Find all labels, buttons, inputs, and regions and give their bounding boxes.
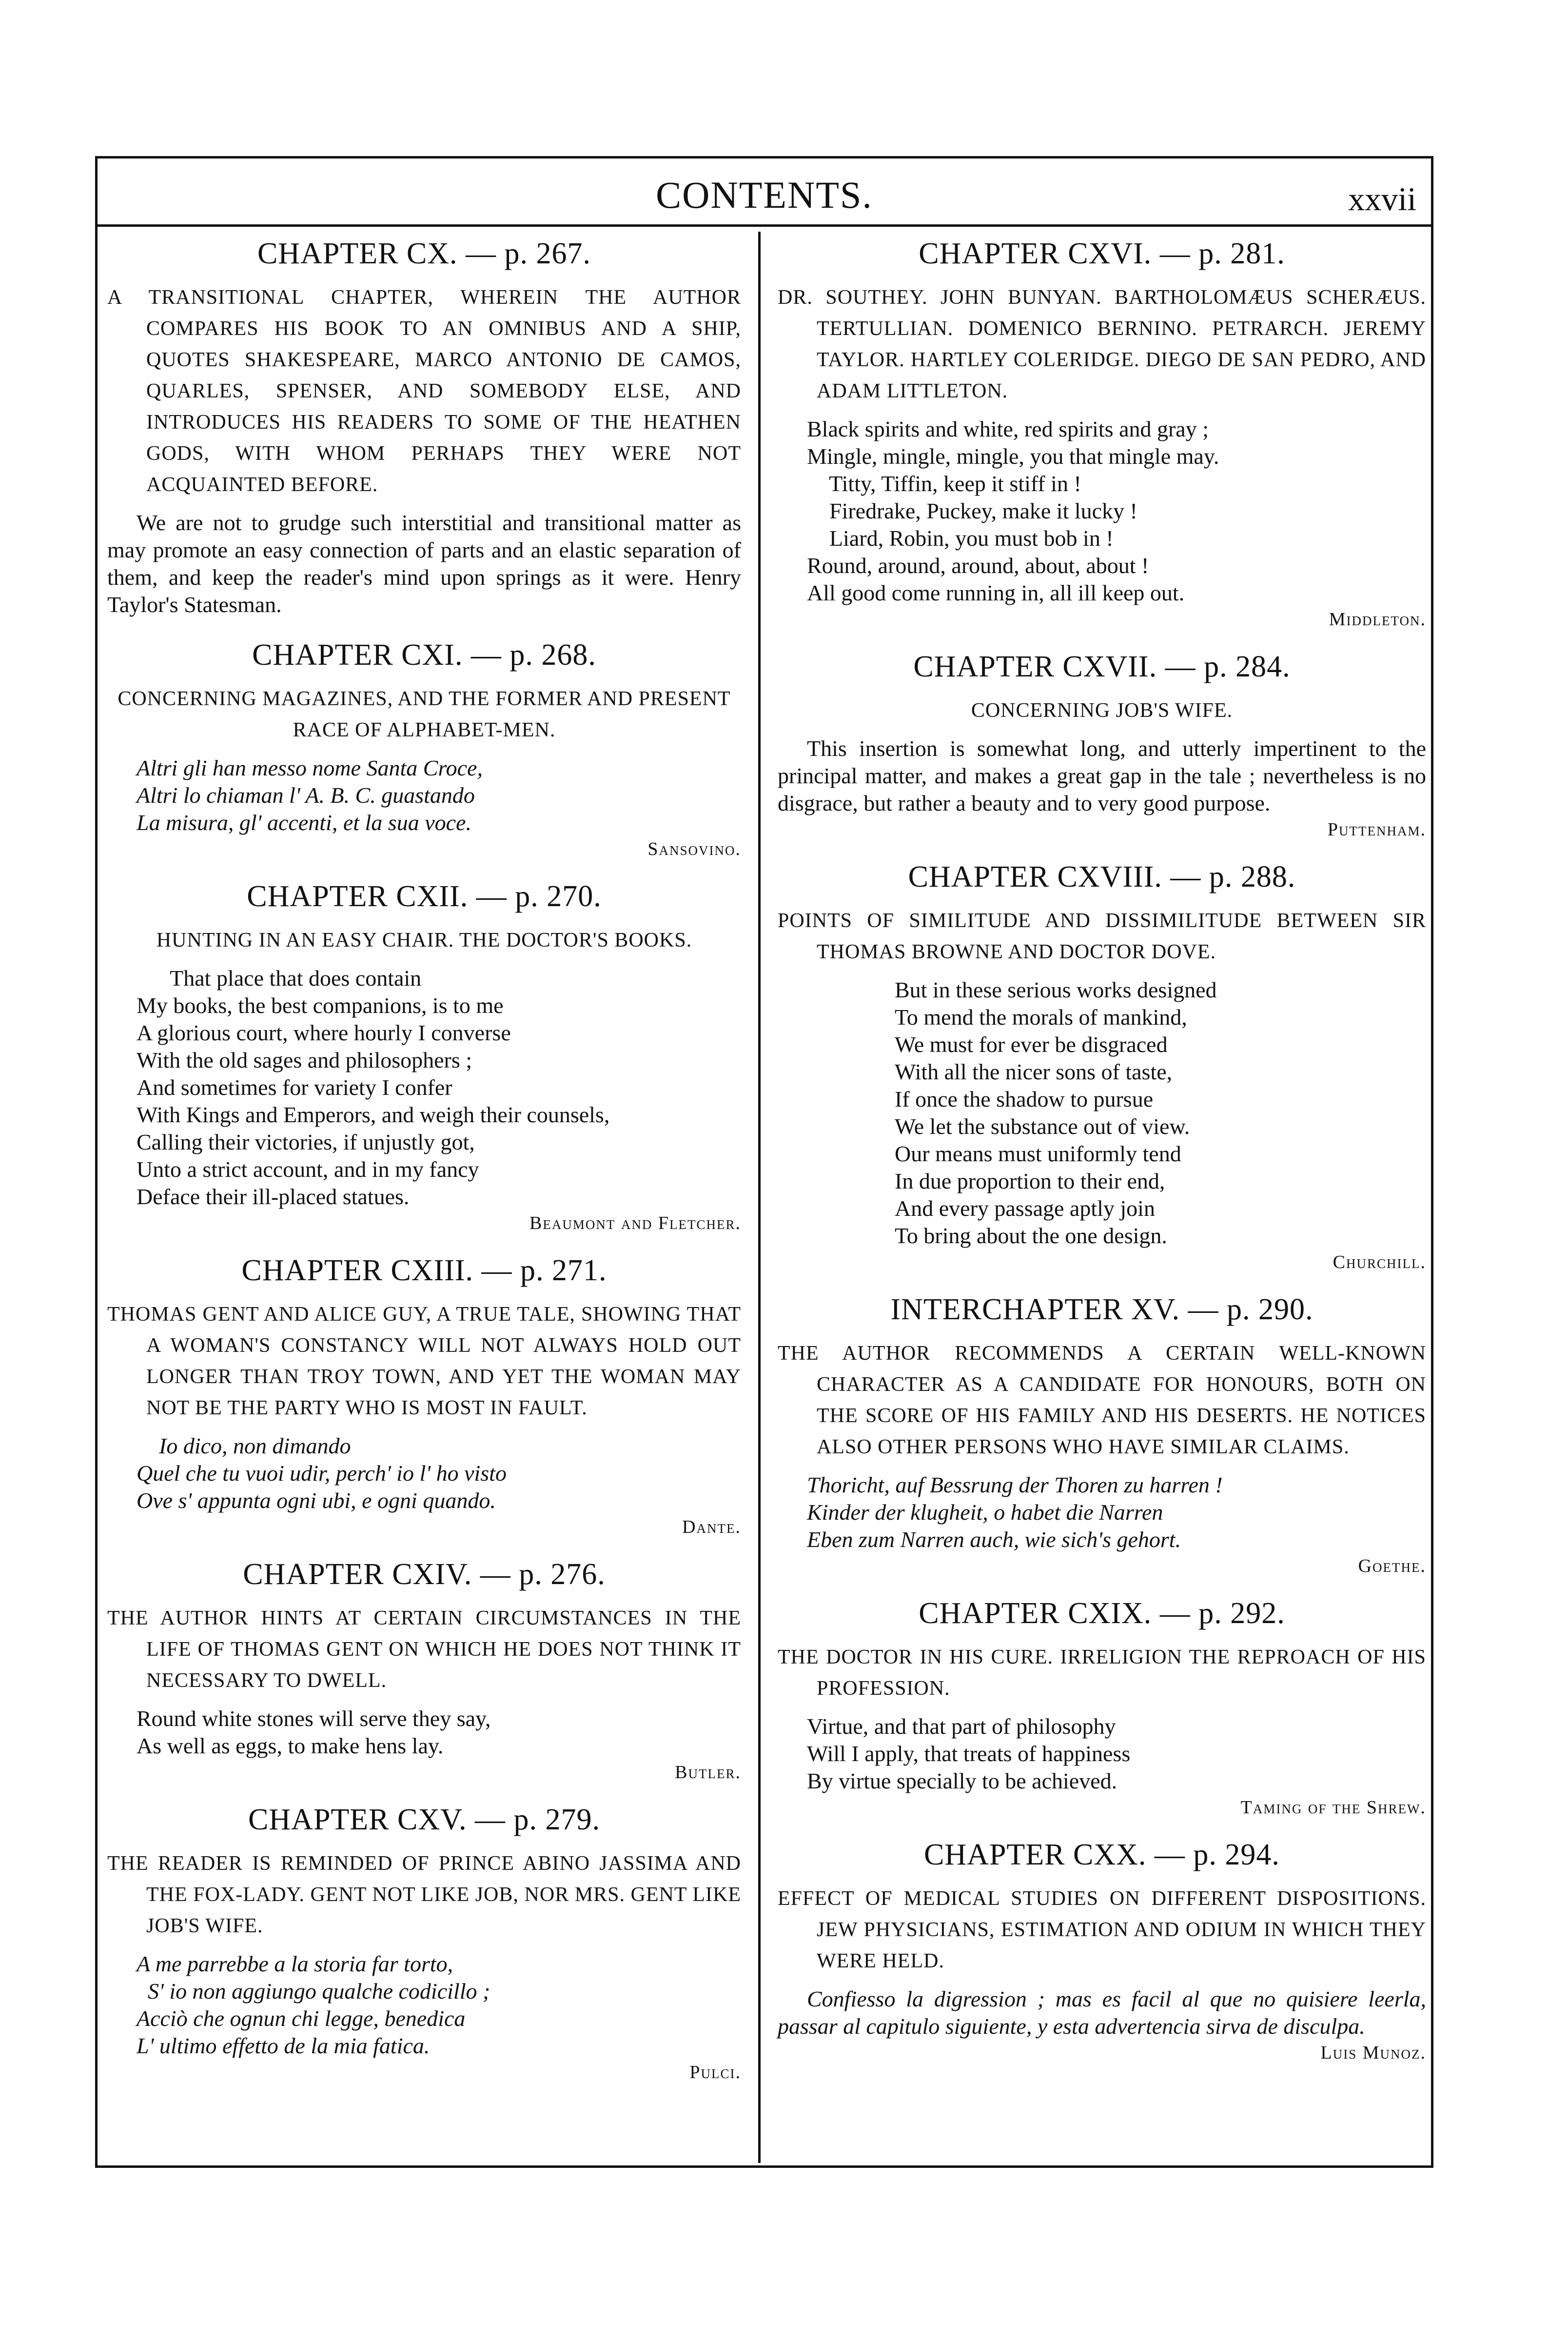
chapter-heading: CHAPTER CXX. — p. 294. (924, 1838, 1280, 1871)
chapter-heading: CHAPTER CXIX. — p. 292. (919, 1597, 1285, 1630)
chapter-heading: CHAPTER CXVII. — p. 284. (913, 650, 1291, 683)
epigraph: We are not to grudge such interstitial and transitional matter as may promote an easy connection of parts and an elastic separation of them, and keep the reader's mind upon springs as it were. Henry Taylor's Statesman. (107, 510, 741, 617)
chapter-description: EFFECT OF MEDICAL STUDIES ON DIFFERENT DISPOSITIONS. JEW PHYSICIANS, ESTIMATION AND ODIUM IN WHICH THEY WERE HELD. (778, 1887, 1426, 1972)
epigraph-line: As well as eggs, to make hens lay. (137, 1733, 444, 1758)
epigraph-line: Acciò che ognun chi legge, benedica (137, 2006, 466, 2031)
chapter-entry (107, 1253, 741, 1538)
chapter-heading: CHAPTER CXI. — p. 268. (252, 638, 596, 672)
epigraph-line: In due proportion to their end, (895, 1169, 1165, 1193)
contents-page (95, 156, 1433, 2168)
epigraph-attribution: Butler. (675, 1762, 741, 1783)
chapter-entry (778, 1596, 1426, 1818)
chapter-description: HUNTING IN AN EASY CHAIR. THE DOCTOR'S BOOKS. (156, 929, 692, 952)
chapter-entry (107, 1557, 741, 1783)
epigraph-line: A glorious court, where hourly I converse (137, 1020, 511, 1045)
epigraph-attribution: Middleton. (1329, 609, 1426, 630)
epigraph-line: Ove s' appunta ogni ubi, e ogni quando. (137, 1488, 496, 1513)
chapter-entry (778, 237, 1426, 630)
chapter-heading: INTERCHAPTER XV. — p. 290. (890, 1293, 1313, 1326)
epigraph-line: Quel che tu vuoi udir, perch' io l' ho visto (137, 1461, 507, 1486)
epigraph-line: That place that does contain (137, 966, 422, 991)
epigraph (107, 1432, 741, 1514)
epigraph-line: Io dico, non dimando (137, 1433, 351, 1458)
chapter-description: A TRANSITIONAL CHAPTER, WHEREIN THE AUTHOR COMPARES HIS BOOK TO AN OMNIBUS AND A SHIP, QUOTES SHAKESPEARE, MARCO ANTONIO DE CAMOS, QUARLES, SPENSER, AND SOMEBODY ELSE, AND INTRODUCES HIS READERS TO SOME OF THE HEATHEN GODS, WITH WHOM PERHAPS THEY WERE NOT ACQUAINTED BEFORE. (107, 286, 741, 496)
epigraph-line: A me parrebbe a la storia far torto, (137, 1951, 453, 1976)
epigraph-line: By virtue specially to be achieved. (807, 1768, 1117, 1793)
chapter-entry (778, 1292, 1426, 1577)
epigraph-attribution: Puttenham. (1327, 819, 1426, 840)
epigraph-line: Mingle, mingle, mingle, you that mingle may. (807, 444, 1219, 469)
epigraph-line: Altri lo chiaman l' A. B. C. guastando (137, 783, 475, 808)
epigraph-line: S' io non aggiungo qualche codicillo ; (137, 1979, 490, 2004)
epigraph-line: Round white stones will serve they say, (137, 1706, 491, 1731)
epigraph-line: But in these serious works designed (895, 977, 1217, 1002)
chapter-heading: CHAPTER CXIII. — p. 271. (241, 1254, 607, 1287)
epigraph (778, 976, 1426, 1250)
epigraph-attribution: Beaumont and Fletcher. (529, 1213, 741, 1233)
epigraph (778, 416, 1426, 607)
epigraph-line: Our means must uniformly tend (895, 1141, 1181, 1166)
epigraph-line: To bring about the one design. (895, 1223, 1167, 1248)
epigraph-line: We let the substance out of view. (895, 1114, 1190, 1139)
chapter-heading: CHAPTER CXVIII. — p. 288. (908, 860, 1296, 893)
chapter-heading: CHAPTER CXV. — p. 279. (248, 1803, 600, 1836)
epigraph-line: With Kings and Emperors, and weigh their counsels, (137, 1102, 610, 1127)
column-divider (758, 232, 761, 2163)
epigraph-line: Kinder der klugheit, o habet die Narren (807, 1500, 1163, 1525)
chapter-description: POINTS OF SIMILITUDE AND DISSIMILITUDE BETWEEN SIR THOMAS BROWNE AND DOCTOR DOVE. (778, 910, 1426, 963)
epigraph-attribution: Churchill. (1333, 1252, 1426, 1272)
epigraph (107, 1950, 741, 2060)
epigraph (107, 1705, 741, 1760)
page-title: CONTENTS. (656, 174, 873, 216)
epigraph-line: If once the shadow to pursue (895, 1087, 1154, 1111)
chapter-entry (778, 650, 1426, 840)
chapter-entry (107, 638, 741, 860)
chapter-description: THE AUTHOR HINTS AT CERTAIN CIRCUMSTANCES IN THE LIFE OF THOMAS GENT ON WHICH HE DOES NOT THINK IT NECESSARY TO DWELL. (107, 1607, 741, 1692)
chapter-heading: CHAPTER CXII. — p. 270. (247, 880, 602, 913)
epigraph: Confiesso la digression ; mas es facil al que no quisiere leerla, passar al capitulo siguiente, y esta advertencia sirva de disculpa. (778, 1986, 1426, 2039)
epigraph (107, 965, 741, 1210)
epigraph-line: To mend the morals of mankind, (895, 1005, 1187, 1030)
chapter-description: DR. SOUTHEY. JOHN BUNYAN. BARTHOLOMÆUS SCHERÆUS. TERTULLIAN. DOMENICO BERNINO. PETRARCH. JEREMY TAYLOR. HARTLEY COLERIDGE. DIEGO DE SAN PEDRO, AND ADAM LITTLETON. (778, 286, 1426, 402)
epigraph-line: Titty, Tiffin, keep it stiff in ! (807, 471, 1081, 496)
epigraph (107, 754, 741, 836)
epigraph-line: All good come running in, all ill keep out. (807, 580, 1185, 605)
epigraph (778, 1713, 1426, 1795)
epigraph-attribution: Pulci. (689, 2062, 741, 2083)
epigraph-line: L' ultimo effetto de la mia fatica. (137, 2033, 430, 2058)
epigraph-line: We must for ever be disgraced (895, 1032, 1168, 1057)
epigraph-line: Round, around, around, about, about ! (807, 553, 1149, 578)
epigraph-line: Will I apply, that treats of happiness (807, 1741, 1131, 1766)
epigraph-line: And sometimes for variety I confer (137, 1075, 452, 1100)
epigraph-line: Liard, Robin, you must bob in ! (807, 526, 1114, 551)
epigraph-line: Virtue, and that part of philosophy (807, 1714, 1116, 1739)
chapter-entry (778, 860, 1426, 1273)
epigraph-line: Black spirits and white, red spirits and gray ; (807, 417, 1209, 441)
chapter-description: THOMAS GENT AND ALICE GUY, A TRUE TALE, SHOWING THAT A WOMAN'S CONSTANCY WILL NOT ALWAYS HOLD OUT LONGER THAN TROY TOWN, AND YET THE WOMAN MAY NOT BE THE PARTY WHO IS MOST IN FAULT. (107, 1303, 741, 1419)
chapter-description: THE AUTHOR RECOMMENDS A CERTAIN WELL-KNOWN CHARACTER AS A CANDIDATE FOR HONOURS, BOTH ON THE SCORE OF HIS FAMILY AND HIS DESERTS. HE NOTICES ALSO OTHER PERSONS WHO HAVE SIMILAR CLAIMS. (778, 1342, 1426, 1458)
epigraph-attribution: Luis Munoz. (1320, 2043, 1426, 2063)
chapter-description: CONCERNING JOB'S WIFE. (971, 699, 1233, 722)
epigraph-line: Deface their ill-placed statues. (137, 1184, 410, 1209)
epigraph-line: And every passage aptly join (895, 1196, 1155, 1221)
chapter-description: CONCERNING MAGAZINES, AND THE FORMER AND PRESENT RACE OF ALPHABET-MEN. (118, 688, 731, 741)
chapter-description: THE DOCTOR IN HIS CURE. IRRELIGION THE REPROACH OF HIS PROFESSION. (778, 1646, 1426, 1700)
epigraph-attribution: Goethe. (1358, 1556, 1426, 1576)
chapter-heading: CHAPTER CXVI. — p. 281. (919, 237, 1285, 270)
epigraph-line: My books, the best companions, is to me (137, 993, 504, 1018)
epigraph-attribution: Sansovino. (647, 839, 741, 859)
chapter-description: THE READER IS REMINDED OF PRINCE ABINO JASSIMA AND THE FOX-LADY. GENT NOT LIKE JOB, NOR MRS. GENT LIKE JOB'S WIFE. (107, 1852, 741, 1937)
epigraph-line: With the old sages and philosophers ; (137, 1048, 472, 1072)
epigraph: This insertion is somewhat long, and utterly impertinent to the principal matter, and makes a great gap in the tale ; nevertheless is no disgrace, but rather a beauty and to very good purpose. (778, 736, 1426, 815)
epigraph-attribution: Taming of the Shrew. (1240, 1797, 1426, 1818)
page-number: xxvii (1348, 180, 1416, 218)
epigraph (778, 1471, 1426, 1553)
epigraph-attribution: Dante. (682, 1517, 741, 1537)
epigraph-line: La misura, gl' accenti, et la sua voce. (137, 810, 471, 835)
chapter-entry (107, 1803, 741, 2083)
epigraph-line: Firedrake, Puckey, make it lucky ! (807, 498, 1137, 523)
chapter-heading: CHAPTER CXIV. — p. 276. (243, 1558, 606, 1591)
right-column (768, 237, 1426, 2083)
epigraph-line: With all the nicer sons of taste, (895, 1059, 1173, 1084)
epigraph-line: Thoricht, auf Bessrung der Thoren zu harren ! (807, 1472, 1223, 1497)
chapter-entry (107, 879, 741, 1234)
page-header (98, 159, 1431, 227)
epigraph-line: Calling their victories, if unjustly got, (137, 1130, 475, 1154)
chapter-entry (107, 237, 741, 618)
chapter-entry (778, 1838, 1426, 2063)
epigraph-line: Altri gli han messo nome Santa Croce, (137, 755, 483, 780)
chapter-heading: CHAPTER CX. — p. 267. (257, 237, 591, 270)
epigraph-line: Unto a strict account, and in my fancy (137, 1157, 479, 1182)
left-column (107, 237, 756, 2103)
epigraph-line: Eben zum Narren auch, wie sich's gehort. (807, 1527, 1181, 1552)
